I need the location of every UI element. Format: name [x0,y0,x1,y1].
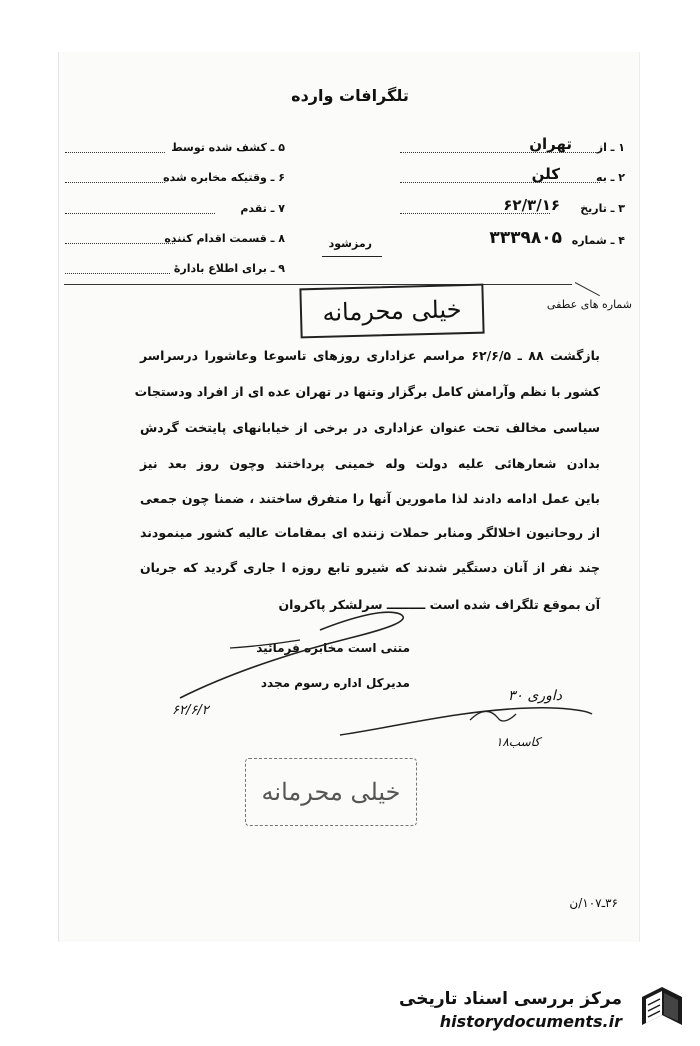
document-code: ۳۶ـ۱۰۷/ن [569,896,618,910]
field-info-label: ۹ ـ برای اطلاع بادارهٔ [173,262,285,275]
body-line-5: باین عمل ادامه دادند لذا مامورین آنها را متفرق ساختند ، ضمنا چون جمعی [140,491,600,506]
body-line-4: بدادن شعارهائی علیه دولت وله خمینی پرداختند وچون روز بعد نیز [140,456,600,471]
ramz-underline [322,256,382,257]
field-action-dept-line [65,243,175,244]
note-transmit: متنی است مخابره فرمائید [256,641,410,655]
field-date-label: ۳ ـ تاریخ [580,202,625,215]
handwriting-note-2: کاسب۱۸ [495,735,540,749]
body-line-3: سیاسی مخالف تحت عنوان عزاداری در برخی از خیابانهای پایتخت گردش [140,420,600,435]
field-from-label: ۱ ـ از [596,141,625,154]
field-number-value: ۳۳۳۹۸۰۵ [489,228,562,248]
field-decoded-by-label: ۵ ـ کشف شده توسط [171,141,285,154]
body-line-1: بازگشت ۸۸ ـ ۶۲/۶/۵ مراسم عزاداری روزهای تاسوعا وعاشورا درسراسر [140,348,600,363]
body-line-8: آن بموقع تلگراف شده است ـــــــــ سرلشکر پاکروان [278,597,600,612]
field-to-line [400,182,600,183]
reference-numbers-label: شماره های عطفی [546,298,632,311]
book-logo-icon [636,985,688,1035]
field-number-label: ۴ ـ شماره [571,234,625,247]
field-action-dept-label: ۸ ـ قسمت اقدام کننده [164,232,285,245]
field-decoded-by-line [65,152,165,153]
field-date-value: ۶۲/۳/۱۶ [503,196,560,214]
field-info-line [65,273,170,274]
body-line-6: از روحانیون اخلالگر ومنابر حملات زننده ای بمقامات عالیه کشور مینمودند [140,525,600,540]
body-line-7: چند نفر از آنان دستگیر شدند که شیرو تابع روزه ا جاری گردید که جریان [140,560,600,575]
classification-stamp [299,284,484,339]
footer [0,985,700,1046]
field-transmitted-line [65,182,165,183]
org-name: مرکز بررسی اسناد تاریخی [399,989,622,1009]
field-priority-label: ۷ ـ تقدم [240,202,285,215]
field-priority-line [65,213,215,214]
handwriting-date: ۶۲/۶/۲ [172,703,209,718]
note-director: مدیرکل اداره رسوم مجدد [260,676,410,690]
field-date-line [400,213,550,214]
handwriting-signature: داوری ۳۰ [507,688,562,704]
field-from-line [400,152,600,153]
faint-classification-stamp [245,758,417,826]
field-to-value: کلن [531,165,560,183]
header-separator [64,284,572,285]
classification-stamp-text: خیلی محرمانه [322,295,462,327]
field-to-label: ۲ ـ به [596,171,625,184]
signature-stroke [330,690,600,750]
faint-stamp-text: خیلی محرمانه [261,778,401,806]
website-link[interactable]: historydocuments.ir [439,1012,622,1031]
document-title: تلگرافات وارده [291,86,409,105]
field-transmitted-label: ۶ ـ وقتیکه مخابره شده [163,171,285,184]
body-line-2: کشور با نظم وآرامش کامل برگزار وتنها در تهران عده ای از افراد ودستجات [134,384,600,399]
ramz-label: رمزشود [328,237,372,250]
field-from-value: تهران [529,135,572,153]
